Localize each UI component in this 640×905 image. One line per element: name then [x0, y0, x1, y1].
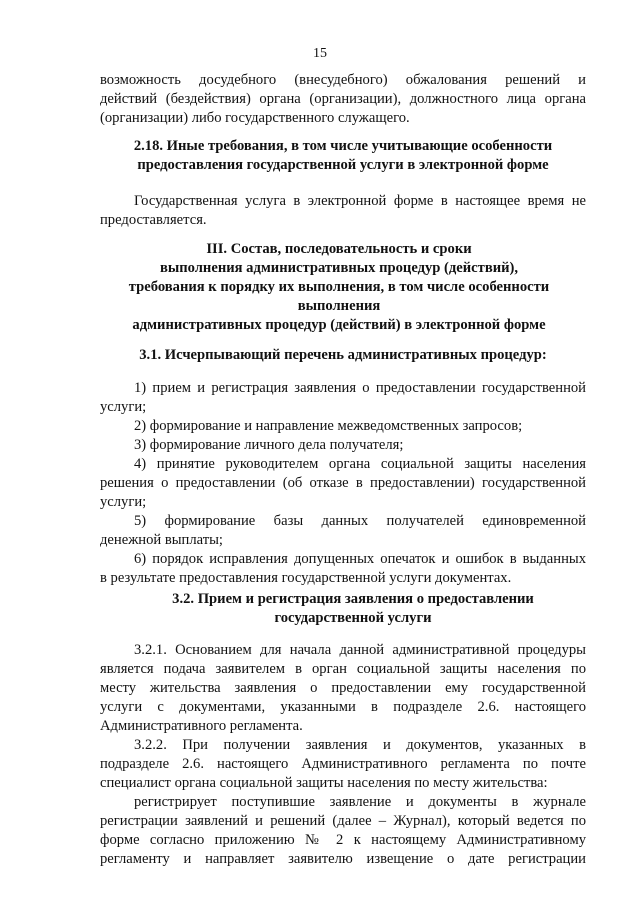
list-item: 3) формирование личного дела получателя;	[134, 437, 404, 453]
text-line: является подача заявителем в орган социальной защиты населения по	[100, 661, 586, 677]
text-line: месту жительства заявления о предоставлении ему государственной	[100, 680, 586, 696]
heading-line: выполнения административных процедур (действий),	[159, 260, 519, 276]
section-3-heading	[96, 240, 582, 335]
heading-line: предоставления государственной услуги в электронной форме	[137, 157, 549, 173]
list-item: 1) прием и регистрация заявления о предоставлении государственной	[134, 380, 586, 396]
list-item-cont: услуги;	[100, 494, 147, 510]
heading-line: государственной услуги	[274, 610, 432, 626]
text-line: (организации) либо государственного служащего.	[100, 110, 410, 126]
heading-line: административных процедур (действий) в электронной форме	[132, 317, 546, 333]
paragraph-3-2-2	[100, 736, 586, 793]
text-line: регламенту и направляет заявителю извещение о дате регистрации	[100, 851, 586, 867]
list-item: 2) формирование и направление межведомственных запросов;	[134, 418, 523, 434]
list-item: 6) порядок исправления допущенных опечаток и ошибок в выданных	[134, 551, 586, 567]
intro-paragraph	[100, 71, 586, 128]
text-line: подразделе 2.6. настоящего Административного регламента по почте	[100, 756, 586, 772]
list-item-cont: решения о предоставлении (об отказе в предоставлении) государственной	[100, 475, 586, 491]
text-line: специалист органа социальной защиты населения по месту жительства:	[100, 775, 548, 791]
paragraph-registration	[100, 793, 586, 869]
page-number: 15	[313, 46, 327, 61]
heading-line: требования к порядку их выполнения, в том числе особенности	[128, 279, 550, 295]
heading-line: 3.2. Прием и регистрация заявления о предоставлении	[172, 591, 534, 607]
text-line: форме согласно приложению № 2 к настоящему Административному	[100, 832, 586, 848]
text-line: 3.2.2. При получении заявления и документов, указанных в	[134, 737, 586, 753]
text-line: предоставляется.	[100, 212, 207, 228]
text-line: Административного регламента.	[100, 718, 303, 734]
section-2-18-heading	[100, 137, 586, 175]
text-line: регистрации заявлений и решений (далее – Журнал), который ведется по	[100, 813, 586, 829]
paragraph-3-2-1	[100, 641, 586, 736]
list-item-cont: денежной выплаты;	[100, 532, 223, 548]
heading-line: III. Состав, последовательность и сроки	[206, 241, 472, 257]
heading-line: 2.18. Иные требования, в том числе учитывающие особенности	[133, 138, 553, 154]
section-3-1-heading: 3.1. Исчерпывающий перечень административных процедур:	[139, 347, 547, 363]
text-line: действий (бездействия) органа (организации), должностного лица органа	[100, 91, 586, 107]
text-line: Государственная услуга в электронной форме в настоящее время не	[134, 193, 586, 209]
list-item-cont: в результате предоставления государственной услуги документах.	[100, 570, 512, 586]
heading-line: выполнения	[297, 298, 381, 314]
text-line: регистрирует поступившие заявление и документы в журнале	[134, 794, 586, 810]
section-2-18-text	[100, 192, 586, 230]
text-line: услуги с документами, указанными в подразделе 2.6. настоящего	[100, 699, 586, 715]
section-3-2-heading	[110, 590, 596, 628]
text-line: возможность досудебного (внесудебного) обжалования решений и	[100, 72, 586, 88]
list-item-cont: услуги;	[100, 399, 147, 415]
list-item: 4) принятие руководителем органа социальной защиты населения	[134, 456, 586, 472]
text-line: 3.2.1. Основанием для начала данной административной процедуры	[134, 642, 586, 658]
list-item: 5) формирование базы данных получателей единовременной	[134, 513, 586, 529]
procedures-list	[100, 379, 586, 588]
